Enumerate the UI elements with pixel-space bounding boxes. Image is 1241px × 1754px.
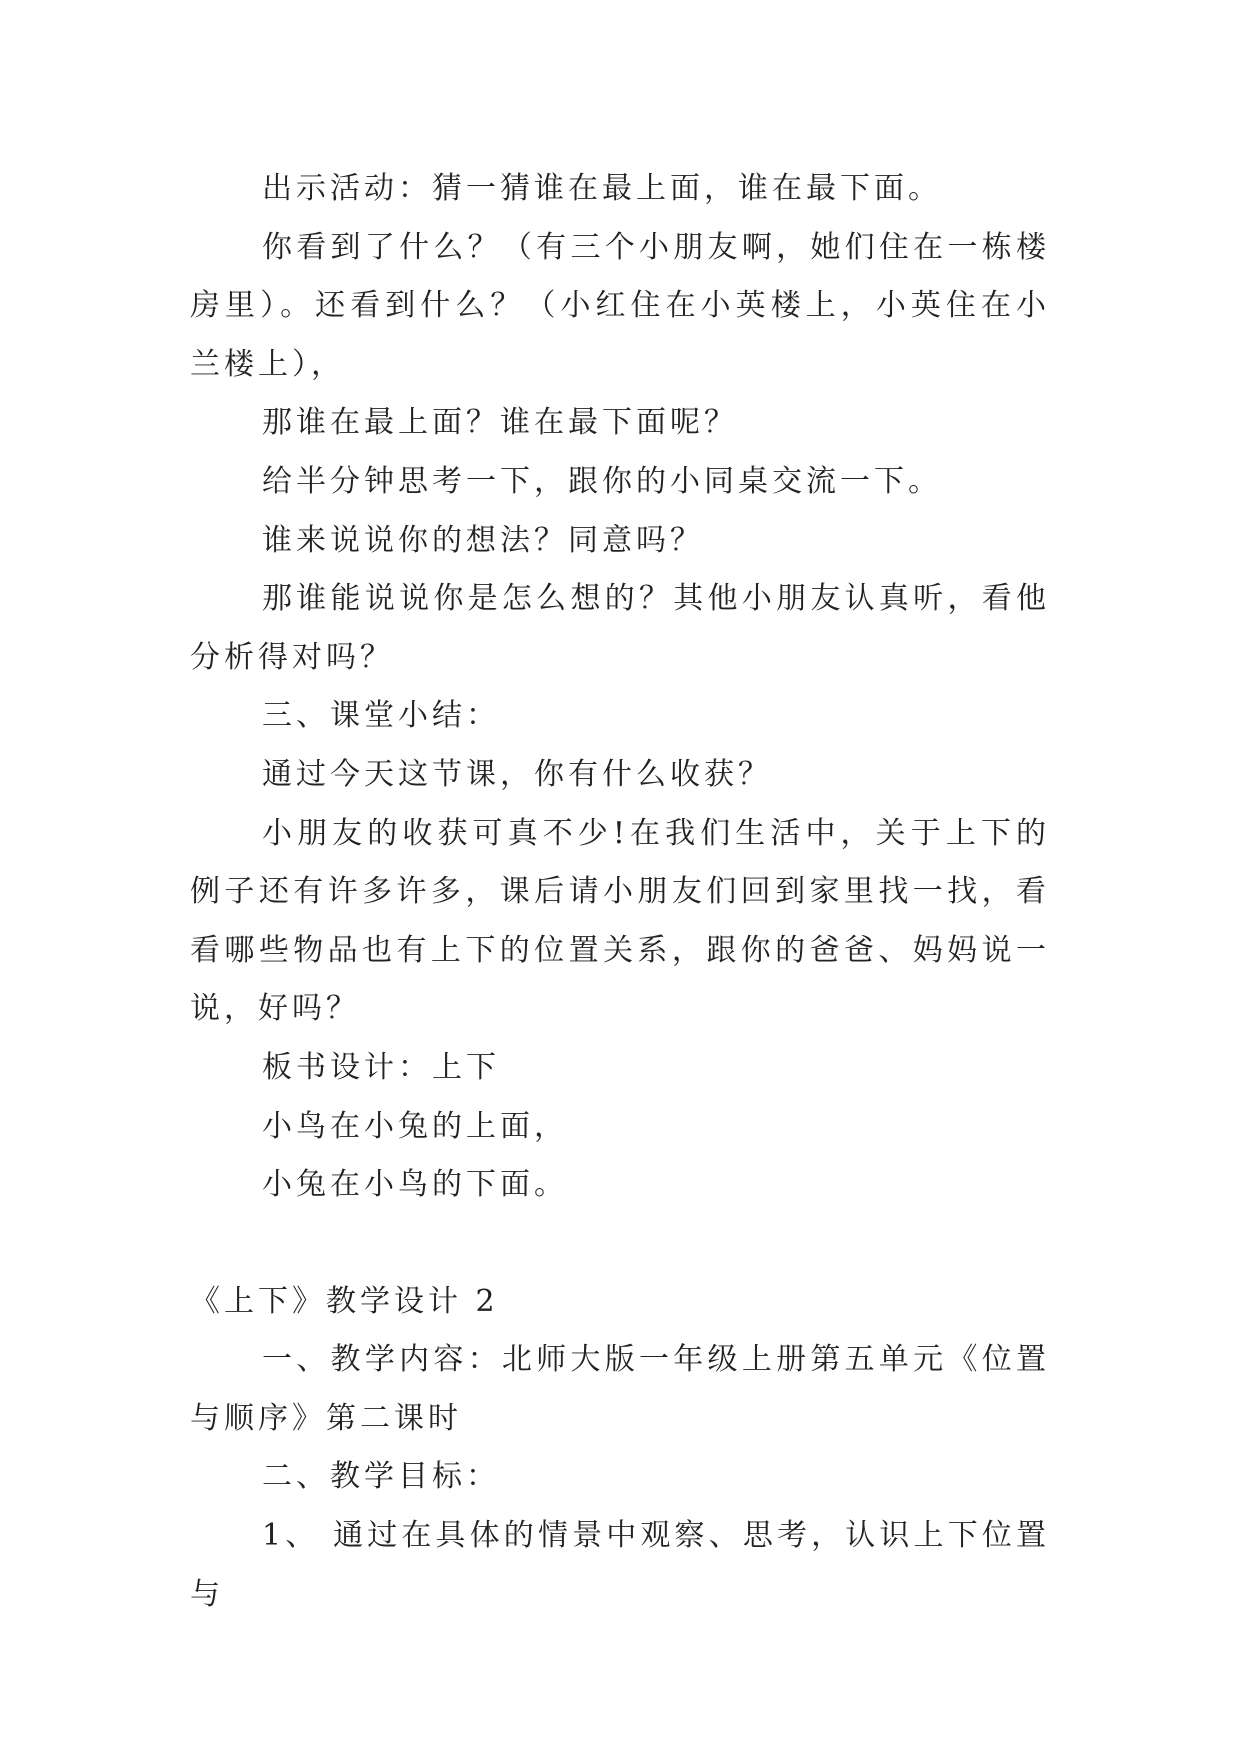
paragraph: 1、 通过在具体的情景中观察、思考，认识上下位置与: [190, 1518, 1050, 1612]
paragraph: 出示活动：猜一猜谁在最上面，谁在最下面。: [262, 171, 942, 206]
paragraph: 那谁在最上面？谁在最下面呢？: [262, 405, 738, 441]
document-body: [190, 160, 1050, 1624]
paragraph: 小朋友的收获可真不少!在我们生活中，关于上下的例子还有许多许多，课后请小朋友们回到家里找一找，看看哪些物品也有上下的位置关系，跟你的爸爸、妈妈说一说，好吗？: [190, 815, 1050, 1027]
board-design-line: 小鸟在小兔的上面，: [262, 1108, 568, 1144]
section-gap: [190, 1215, 1050, 1273]
paragraph: 你看到了什么？（有三个小朋友啊，她们住在一栋楼房里）。还看到什么？（小红住在小英楼上，小英住在小兰楼上），: [190, 229, 1050, 382]
paragraph: 那谁能说说你是怎么想的？其他小朋友认真听，看他分析得对吗？: [190, 581, 1050, 675]
paragraph: 通过今天这节课，你有什么收获？: [262, 756, 772, 792]
section-heading: 二、教学目标：: [262, 1459, 500, 1495]
section-heading: 三、课堂小结：: [262, 698, 500, 734]
paragraph: 给半分钟思考一下，跟你的小同桌交流一下。: [262, 463, 942, 499]
paragraph: 谁来说说你的想法？同意吗？: [262, 522, 704, 558]
board-design-heading: 板书设计：上下: [262, 1049, 500, 1085]
paragraph: 一、教学内容：北师大版一年级上册第五单元《位置与顺序》第二课时: [190, 1342, 1050, 1436]
document-section-title: 《上下》教学设计 2: [190, 1283, 499, 1319]
board-design-line: 小兔在小鸟的下面。: [262, 1167, 568, 1203]
